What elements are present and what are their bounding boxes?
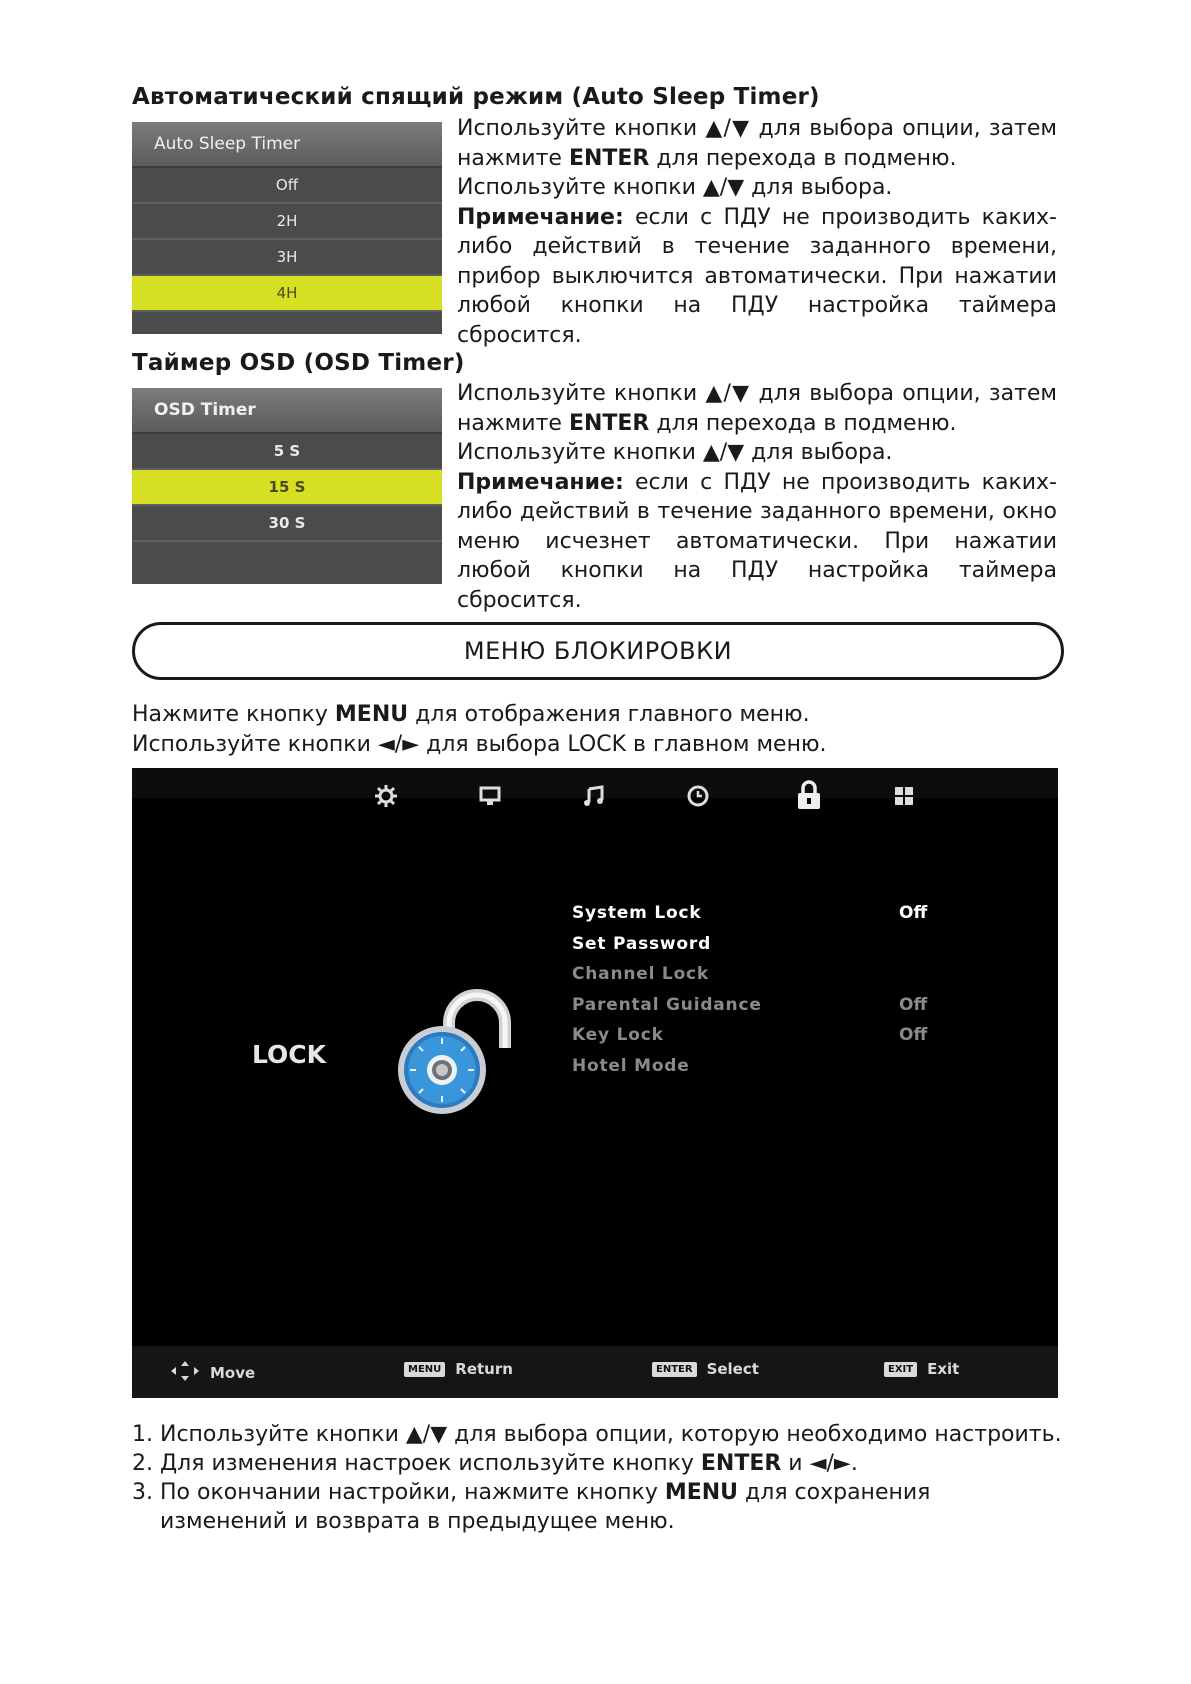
section-title-osd-timer: Таймер OSD (OSD Timer): [132, 350, 465, 376]
footer-move: [170, 1360, 255, 1386]
menu-item-set-password[interactable]: [572, 934, 711, 954]
text: и ◄/►.: [781, 1451, 858, 1476]
osd-option-15s[interactable]: 15 S: [132, 470, 442, 506]
auto-sleep-menu-header: Auto Sleep Timer: [132, 122, 442, 168]
note-label: Примечание:: [457, 469, 624, 495]
settings-icon[interactable]: [372, 782, 400, 810]
enter-key-icon: ENTER: [652, 1362, 697, 1377]
move-arrows-icon: [170, 1360, 200, 1386]
text: Используйте кнопки ▲/▼ для выбора.: [457, 175, 893, 200]
step-3: [132, 1478, 1062, 1536]
osd-timer-menu: [132, 388, 442, 584]
menu-item-label: Parental Guidance: [572, 995, 762, 1015]
menu-item-label: System Lock: [572, 903, 702, 923]
text: Нажмите кнопку: [132, 702, 335, 727]
osd-timer-description: [457, 379, 1057, 615]
footer-bar: [132, 1346, 1058, 1398]
text: Используйте кнопки ▲/▼ для выбора опции, затем нажмите: [457, 381, 1057, 436]
menu-item-key-lock[interactable]: [572, 1025, 664, 1045]
auto-sleep-description: [457, 114, 1057, 350]
lock-section-title: МЕНЮ БЛОКИРОВКИ: [463, 637, 733, 665]
text: для сохранения изменений и возврата в предыдущее меню.: [160, 1480, 931, 1534]
menu-item-label: Set Password: [572, 934, 712, 954]
menu-value-parental-guidance: Off: [899, 995, 928, 1015]
text: для перехода в подменю.: [649, 410, 957, 436]
padlock-dial-icon: [394, 988, 514, 1122]
picture-icon[interactable]: [476, 782, 504, 810]
lock-intro: [132, 700, 826, 760]
lock-menu-screen: [132, 768, 1058, 1398]
menu-value-system-lock: Off: [899, 903, 928, 923]
auto-sleep-option-2h[interactable]: 2H: [132, 204, 442, 240]
text: 3. По окончании настройки, нажмите кнопку: [132, 1480, 665, 1505]
exit-key-icon: EXIT: [884, 1362, 917, 1377]
text-bold: ENTER: [568, 410, 650, 436]
note-text: если с ПДУ не производить каких-либо действий в течение заданного времени, прибор выключится автоматически. При нажатии любой кнопки на ПДУ настройка таймера сбросится.: [457, 204, 1057, 348]
footer-select: [652, 1360, 759, 1378]
text-bold: MENU: [664, 1480, 739, 1505]
menu-key-icon: MENU: [404, 1362, 445, 1377]
footer-select-label: Select: [706, 1360, 759, 1378]
footer-return: [404, 1360, 513, 1378]
note-label: Примечание:: [457, 204, 624, 230]
menu-value-key-lock: Off: [899, 1025, 928, 1045]
text: Используйте кнопки ▲/▼ для выбора.: [457, 440, 893, 465]
osd-option-5s[interactable]: 5 S: [132, 434, 442, 470]
footer-return-label: Return: [455, 1360, 513, 1378]
auto-sleep-option-4h[interactable]: 4H: [132, 276, 442, 312]
apps-icon[interactable]: [890, 782, 918, 810]
menu-item-label: Key Lock: [572, 1025, 664, 1045]
menu-item-label: Channel Lock: [572, 964, 710, 984]
auto-sleep-option-3h[interactable]: 3H: [132, 240, 442, 276]
text-bold: MENU: [334, 702, 409, 727]
text: для отображения главного меню.: [408, 702, 810, 727]
text: для перехода в подменю.: [649, 145, 957, 171]
text: 2. Для изменения настроек используйте кнопку: [132, 1451, 701, 1476]
osd-timer-menu-header: OSD Timer: [132, 388, 442, 434]
auto-sleep-menu: [132, 122, 442, 334]
text: Используйте кнопки ▲/▼ для выбора опции, затем нажмите: [457, 116, 1057, 171]
menu-item-hotel-mode[interactable]: [572, 1056, 690, 1076]
lock-page-label: LOCK: [252, 1040, 327, 1069]
lock-section-header: [132, 622, 1064, 680]
auto-sleep-option-off[interactable]: Off: [132, 168, 442, 204]
step-1: 1. Используйте кнопки ▲/▼ для выбора опции, которую необходимо настроить.: [132, 1422, 1062, 1447]
text: Используйте кнопки ◄/► для выбора LOCK в главном меню.: [132, 732, 827, 757]
instruction-steps: [132, 1420, 1062, 1536]
text-bold: ENTER: [700, 1451, 782, 1476]
lock-tab-icon[interactable]: [792, 778, 826, 812]
menu-item-system-lock[interactable]: [572, 903, 701, 923]
menu-item-channel-lock[interactable]: [572, 964, 709, 984]
footer-exit: [884, 1360, 959, 1378]
section-title-auto-sleep: Автоматический спящий режим (Auto Sleep Timer): [132, 84, 820, 110]
osd-option-30s[interactable]: 30 S: [132, 506, 442, 542]
text-bold: ENTER: [568, 145, 650, 171]
footer-move-label: Move: [210, 1364, 256, 1382]
clock-icon[interactable]: [684, 782, 712, 810]
step-2: [132, 1449, 1062, 1478]
menu-item-parental-guidance[interactable]: [572, 995, 762, 1015]
note-text: если с ПДУ не производить каких-либо действий в течение заданного времени, окно меню исчезнет автоматически. При нажатии любой кнопки на ПДУ настройка таймера сбросится.: [457, 469, 1057, 613]
footer-exit-label: Exit: [927, 1360, 960, 1378]
menu-item-label: Hotel Mode: [572, 1056, 690, 1076]
music-icon[interactable]: [580, 782, 608, 810]
